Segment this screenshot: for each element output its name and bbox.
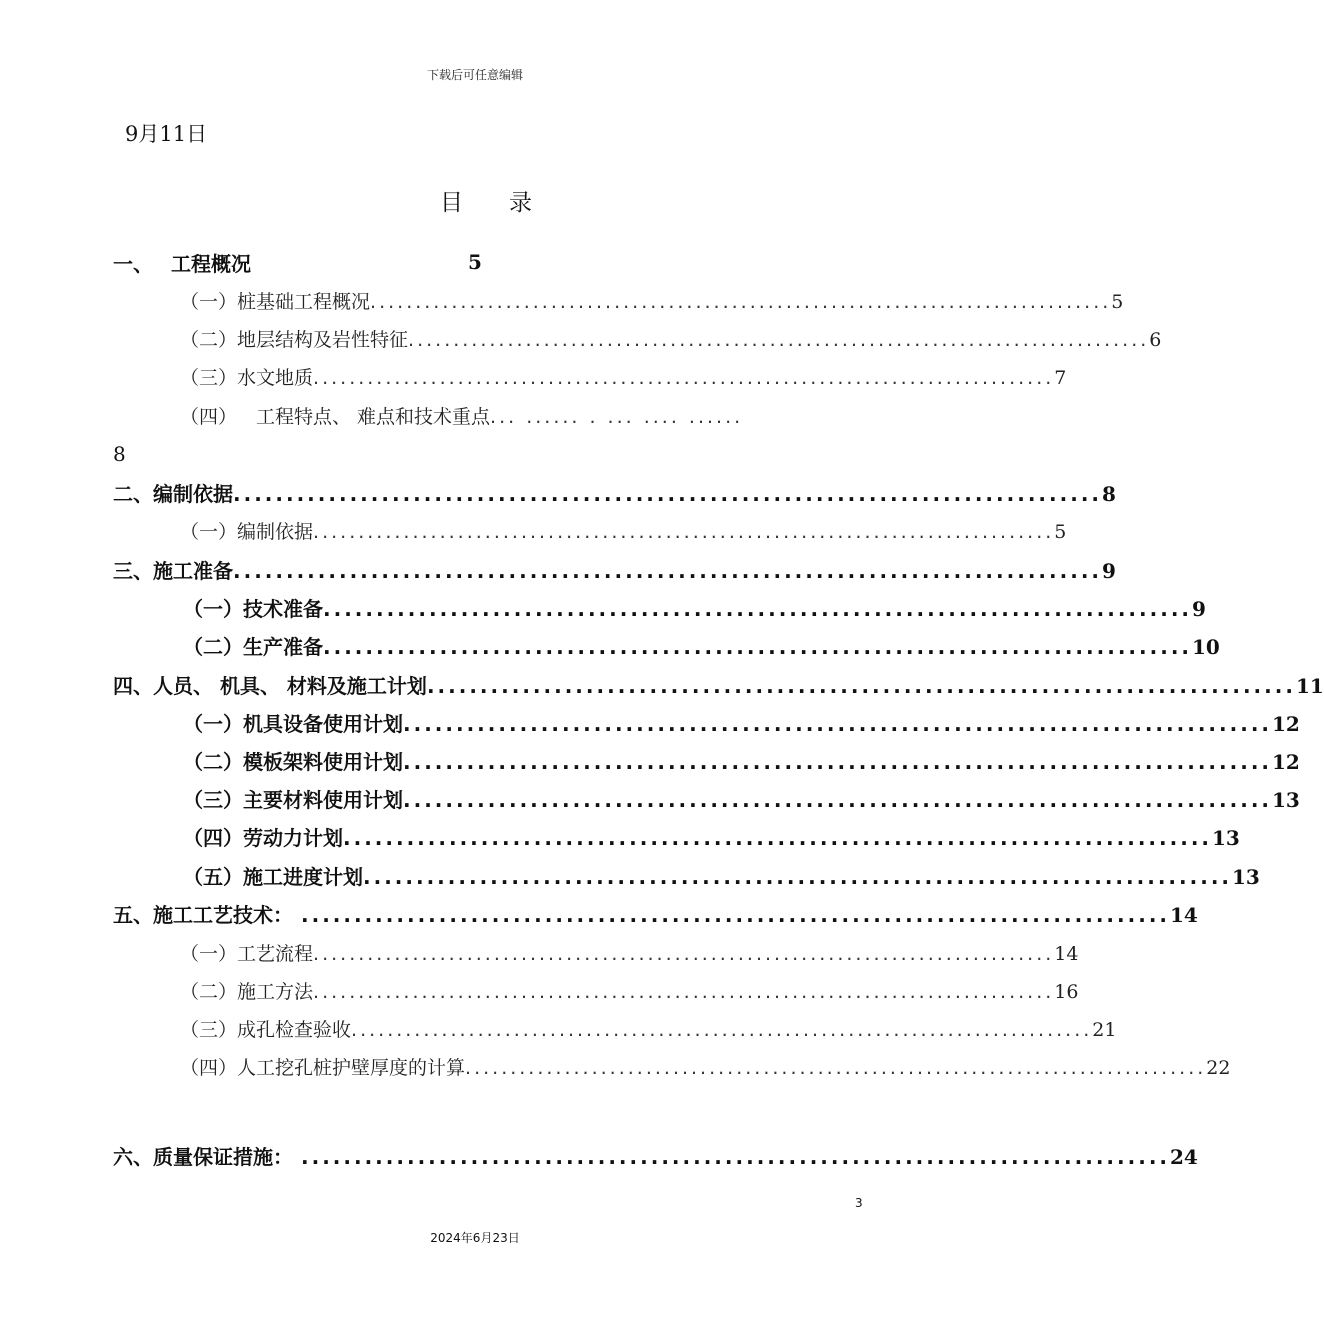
toc-entry-page: 12: [1272, 712, 1300, 736]
toc-leader-dots: ..................................................................................: [426, 674, 1296, 698]
toc-leader-dots: ..................................................................................: [403, 788, 1273, 812]
toc-entry-number: （三）: [180, 1019, 238, 1041]
toc-entry-page: 8: [113, 442, 126, 466]
toc-entry-label: 桩基础工程概况: [237, 291, 371, 313]
toc-entry-page: 6: [1149, 329, 1162, 351]
toc-leader-dots: ..................................................................................: [233, 482, 1103, 506]
toc-entry-page: 11: [1295, 674, 1324, 698]
toc-entry-label: 水文地质: [237, 367, 314, 389]
toc-entry-1-4[interactable]: [180, 403, 880, 431]
toc-entry-5-2[interactable]: [180, 978, 1079, 1006]
toc-entry-label: 质量保证措施：: [153, 1145, 293, 1169]
toc-entry-number: （一）: [180, 521, 238, 543]
toc-entry-label: 施工进度计划: [243, 865, 363, 889]
toc-entry-4-2[interactable]: [183, 748, 1300, 776]
toc-entry-1-3[interactable]: [180, 364, 1067, 392]
toc-entry-3-1[interactable]: [183, 595, 1206, 623]
toc-entry-number: （四）: [180, 406, 238, 428]
toc-entry-number: 四、: [113, 674, 153, 698]
toc-entry-page: 21: [1092, 1019, 1117, 1041]
toc-entry-page: 13: [1212, 826, 1240, 850]
toc-leader-dots: ..................................................................................: [343, 826, 1213, 850]
toc-entry-page: 24: [1170, 1145, 1198, 1169]
toc-entry-label: 施工工艺技术：: [153, 903, 293, 927]
toc-title-char-2: 录: [509, 190, 532, 216]
toc-entry-4-1[interactable]: [183, 710, 1300, 738]
toc-entry-5[interactable]: [113, 901, 1198, 929]
toc-leader-dots: ..................................................................................: [363, 865, 1233, 889]
toc-leader-dots: ... ...... . ... .... ......: [490, 406, 744, 428]
toc-entry-number: （一）: [180, 291, 238, 313]
toc-entry-number: （三）: [180, 367, 238, 389]
toc-leader-dots: ..................................................................................: [403, 750, 1273, 774]
toc-leader-dots: ..................................................................................: [313, 521, 1055, 543]
toc-entry-label: 模板架料使用计划: [243, 750, 403, 774]
toc-entry-page: 22: [1206, 1057, 1231, 1079]
toc-leader-dots: ..................................................................................: [313, 981, 1055, 1003]
toc-entry-number: 六、: [113, 1145, 153, 1169]
toc-entry-page: 13: [1272, 788, 1300, 812]
toc-entry-label: 工程概况: [171, 252, 251, 276]
toc-entry-2-1[interactable]: [180, 518, 1067, 546]
toc-entry-page: 9: [1102, 559, 1116, 583]
toc-entry-page: 5: [1054, 521, 1067, 543]
top-date: 9月11日: [125, 122, 208, 146]
toc-leader-dots: ..................................................................................: [313, 943, 1055, 965]
page-number: 3: [855, 1196, 863, 1210]
toc-entry-label: 工艺流程: [237, 943, 314, 965]
toc-entry-label: 劳动力计划: [243, 826, 343, 850]
toc-entry-page: 13: [1232, 865, 1260, 889]
toc-entry-label: 编制依据: [237, 521, 314, 543]
toc-entry-4-3[interactable]: [183, 786, 1300, 814]
toc-entry-5-4[interactable]: [180, 1054, 1231, 1082]
toc-entry-number: （二）: [183, 635, 243, 659]
toc-entry-label: 施工方法: [237, 981, 314, 1003]
toc-leader-dots: ..................................................................................: [233, 559, 1103, 583]
toc-entry-number: 五、: [113, 903, 153, 927]
page-footer: 2024年6月23日: [430, 1231, 520, 1245]
toc-entry-number: （二）: [183, 750, 243, 774]
toc-entry-3-2[interactable]: [183, 633, 1220, 661]
toc-entry-number: （五）: [183, 865, 243, 889]
toc-entry-1-2[interactable]: [180, 326, 1162, 354]
toc-title-char-1: 目: [440, 190, 463, 216]
toc-entry-label: 主要材料使用计划: [243, 788, 403, 812]
toc-entry-number: （四）: [183, 826, 243, 850]
toc-leader-dots: ..................................................................................: [370, 291, 1112, 313]
toc-entry-page: 10: [1192, 635, 1220, 659]
toc-entry-page: 5: [468, 250, 482, 274]
toc-entry-1[interactable]: [113, 250, 493, 278]
toc-leader-dots: ..................................................................................: [408, 329, 1150, 351]
toc-entry-page: 7: [1054, 367, 1067, 389]
toc-entry-label: 地层结构及岩性特征: [237, 329, 409, 351]
toc-entry-page: 12: [1272, 750, 1300, 774]
toc-entry-2[interactable]: [113, 480, 1116, 508]
toc-leader-dots: ..................................................................................: [323, 597, 1193, 621]
toc-entry-page: 9: [1192, 597, 1206, 621]
toc-leader-dots: ..................................................................................: [301, 1145, 1171, 1169]
toc-leader-dots: ..................................................................................: [351, 1019, 1093, 1041]
toc-entry-4[interactable]: [113, 672, 1324, 700]
page-header: 下载后可任意编辑: [426, 68, 523, 82]
toc-entry-label: 技术准备: [243, 597, 323, 621]
toc-leader-dots: ..................................................................................: [465, 1057, 1207, 1079]
toc-entry-page: 8: [1102, 482, 1116, 506]
toc-entry-number: 二、: [113, 482, 153, 506]
toc-entry-4-5[interactable]: [183, 863, 1260, 891]
toc-leader-dots: ..................................................................................: [323, 635, 1193, 659]
toc-entry-number: （二）: [180, 981, 238, 1003]
toc-leader-dots: ..................................................................................: [301, 903, 1171, 927]
toc-entry-label: 生产准备: [243, 635, 323, 659]
toc-entry-page: 16: [1054, 981, 1079, 1003]
toc-entry-label: 施工准备: [153, 559, 233, 583]
toc-entry-6[interactable]: [113, 1143, 1198, 1171]
toc-entry-3[interactable]: [113, 557, 1116, 585]
toc-entry-5-1[interactable]: [180, 940, 1079, 968]
toc-leader-dots: ..................................................................................: [403, 712, 1273, 736]
toc-entry-label: 人员、 机具、 材料及施工计划: [153, 674, 427, 698]
toc-entry-number: （四）: [180, 1057, 238, 1079]
toc-entry-page: 14: [1054, 943, 1079, 965]
toc-entry-number: （一）: [183, 597, 243, 621]
toc-entry-5-3[interactable]: [180, 1016, 1117, 1044]
toc-entry-page: 5: [1111, 291, 1124, 313]
toc-entry-1-1[interactable]: [180, 288, 1124, 316]
toc-entry-label: 机具设备使用计划: [243, 712, 403, 736]
toc-entry-number: （二）: [180, 329, 238, 351]
toc-entry-page: 14: [1170, 903, 1198, 927]
toc-entry-label: 成孔检查验收: [237, 1019, 352, 1041]
toc-leader-dots: ..................................................................................: [313, 367, 1055, 389]
toc-entry-number: （一）: [180, 943, 238, 965]
toc-entry-label: 人工挖孔桩护壁厚度的计算: [237, 1057, 466, 1079]
toc-entry-label: 工程特点、 难点和技术重点: [256, 406, 491, 428]
toc-entry-number: （一）: [183, 712, 243, 736]
toc-entry-number: 三、: [113, 559, 153, 583]
toc-entry-4-4[interactable]: [183, 824, 1240, 852]
toc-entry-label: 编制依据: [153, 482, 233, 506]
toc-entry-number: 一、: [113, 252, 153, 276]
toc-entry-number: （三）: [183, 788, 243, 812]
